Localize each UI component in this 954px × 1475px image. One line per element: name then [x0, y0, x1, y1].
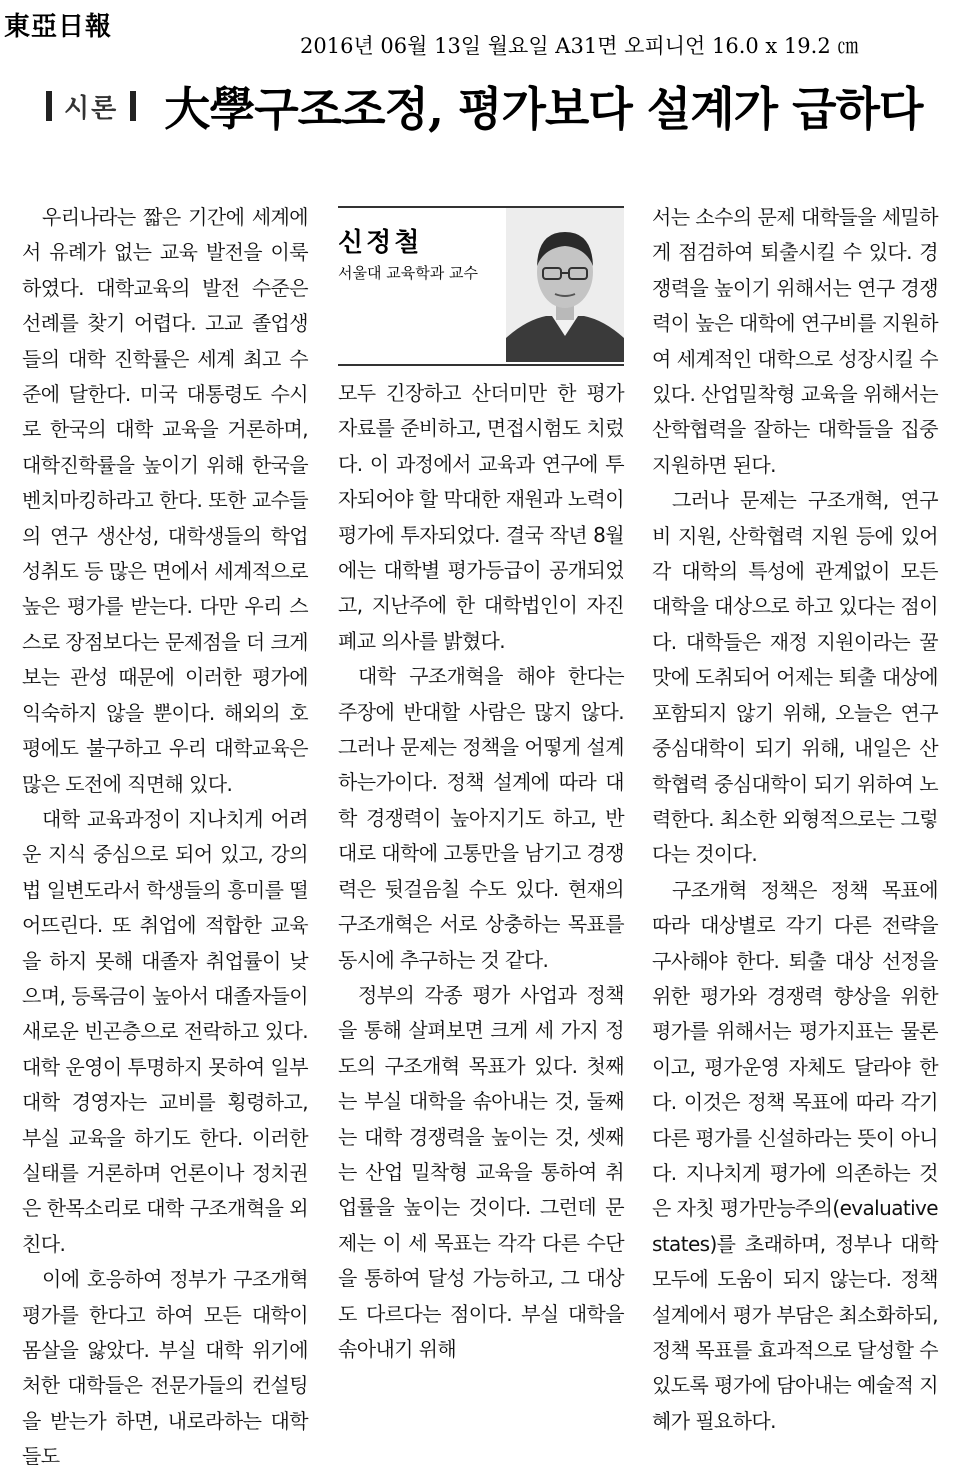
paragraph: 우리나라는 짧은 기간에 세계에서 유례가 없는 교육 발전을 이룩하였다. 대학교육의 발전 수준은 선례를 찾기 어렵다. 고교 졸업생들의 대학 진학률은 세계 최고 수준에 달한다. 미국 대통령도 수시로 한국의 대학 교육을 거론하며, 대학진학률을 높이기 위해 한국을 벤치마킹하라고 한다. 또한 교수들의 연구 생산성, 대학생들의 학업성취도 등 많은 면에서 세계적으로 높은 평가를 받는다. 다만 우리 스스로 장점보다는 문제점을 더 크게 보는 관성 때문에 이러한 평가에 익숙하지 않을 뿐이다. 해외의 호평에도 불구하고 우리 대학교육은 많은 도전에 직면해 있다.	[22, 205, 308, 796]
article-column-3	[652, 200, 938, 1439]
headline-bar	[34, 78, 922, 134]
paragraph: 모두 긴장하고 산더미만 한 평가 자료를 준비하고, 면접시험도 치렀다. 이 과정에서 교육과 연구에 투자되어야 할 막대한 재원과 노력이 평가에 투자되었다. 결국 작년 8월에는 대학별 평가등급이 공개되었고, 지난주에 한 대학법인이 자진 폐교 의사를 밝혔다.	[338, 381, 624, 653]
kicker-left-bar	[46, 91, 52, 121]
article-headline: 大學구조조정, 평가보다 설계가 급하다	[164, 82, 923, 136]
kicker-right-bar	[130, 91, 136, 121]
section-kicker: 시론	[64, 93, 119, 124]
article-column-2	[338, 376, 624, 1367]
paragraph: 대학 구조개혁을 해야 한다는 주장에 반대할 사람은 많지 않다. 그러나 문제는 정책을 어떻게 설계하는가이다. 정책 설계에 따라 대학 경쟁력이 높아지기도 하고, 반대로 대학에 고통만을 남기고 경쟁력은 뒷걸음칠 수도 있다. 현재의 구조개혁은 서로 상충하는 목표를 동시에 추구하는 것 같다.	[338, 664, 624, 972]
author-title: 서울대 교육학과 교수	[338, 264, 478, 282]
article-column-1	[22, 200, 308, 1475]
paragraph: 서는 소수의 문제 대학들을 세밀하게 점검하여 퇴출시킬 수 있다. 경쟁력을 높이기 위해서는 연구 경쟁력이 높은 대학에 연구비를 지원하여 세계적인 대학으로 성장시킬 수 있다. 산업밀착형 교육을 위해서는 산학협력을 잘하는 대학들을 집중 지원하면 된다.	[652, 205, 938, 477]
author-photo	[506, 208, 624, 362]
author-box	[338, 206, 624, 366]
paragraph: 그러나 문제는 구조개혁, 연구비 지원, 산학협력 지원 등에 있어 각 대학의 특성에 관계없이 모든 대학을 대상으로 하고 있다는 점이다. 대학들은 재정 지원이라는 꿀맛에 도취되어 어제는 퇴출 대상에 포함되지 않기 위해, 오늘은 연구중심대학이 되기 위해, 내일은 산학협력 중심대학이 되기 위하여 노력한다. 최소한 외형적으로는 그렇다는 것이다.	[652, 488, 938, 867]
paragraph: 대학 교육과정이 지나치게 어려운 지식 중심으로 되어 있고, 강의법 일변도라서 학생들의 흥미를 떨어뜨린다. 또 취업에 적합한 교육을 하지 못해 대졸자 취업률이 낮으며, 등록금이 높아서 대졸자들이 새로운 빈곤층으로 전락하고 있다. 대학 운영이 투명하지 못하여 일부 대학 경영자는 교비를 횡령하고, 부실 교육을 하기도 한다. 이러한 실태를 거론하며 언론이나 정치권은 한목소리로 대학 구조개혁을 외친다.	[22, 806, 308, 1256]
author-name: 신정철	[338, 228, 423, 258]
paragraph: 이에 호응하여 정부가 구조개혁 평가를 한다고 하여 모든 대학이 몸살을 앓았다. 부실 대학 위기에 처한 대학들은 전문가들의 컨설팅을 받는가 하면, 내로라하는 대학들도	[22, 1267, 308, 1469]
newspaper-masthead: 東亞日報	[4, 12, 113, 42]
publication-meta: 2016년 06월 13일 월요일 A31면 오피니언 16.0 x 19.2 ㎝	[300, 34, 859, 58]
paragraph: 정부의 각종 평가 사업과 정책을 통해 살펴보면 크게 세 가지 정도의 구조개혁 목표가 있다. 첫째는 부실 대학을 솎아내는 것, 둘째는 대학 경쟁력을 높이는 것, 셋째는 산업 밀착형 교육을 통하여 취업률을 높이는 것이다. 그런데 문제는 이 세 목표는 각각 다른 수단을 통하여 달성 가능하고, 그 대상도 다르다는 점이다. 부실 대학을 솎아내기 위해	[338, 982, 624, 1361]
paragraph: 구조개혁 정책은 정책 목표에 따라 대상별로 각기 다른 전략을 구사해야 한다. 퇴출 대상 선정을 위한 평가와 경쟁력 향상을 위한 평가를 위해서는 평가지표는 물론이고, 평가운영 자체도 달라야 한다. 이것은 정책 목표에 따라 각기 다른 평가를 신설하라는 뜻이 아니다. 지나치게 평가에 의존하는 것은 자칫 평가만능주의(evaluative states)를 초래하며, 정부나 대학 모두에 도움이 되지 않는다. 정책 설계에서 평가 부담은 최소화하되, 정책 목표를 효과적으로 달성할 수 있도록 평가에 담아내는 예술적 지혜가 필요하다.	[652, 877, 938, 1433]
